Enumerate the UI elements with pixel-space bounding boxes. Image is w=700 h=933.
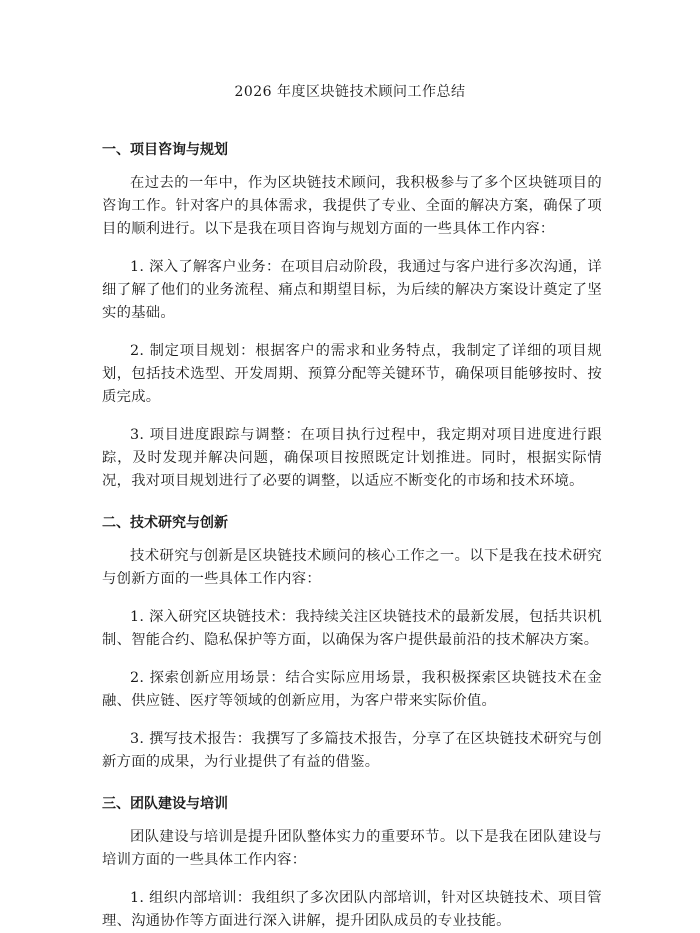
list-item-paragraph: 1. 深入研究区块链技术：我持续关注区块链技术的最新发展，包括共识机制、智能合约、隐私保护等方面，以确保为客户提供最前沿的技术解决方案。 — [102, 609, 602, 648]
list-item-paragraph: 1. 组织内部培训：我组织了多次团队内部培训，针对区块链技术、项目管理、沟通协作等方面进行深入讲解，提升团队成员的专业技能。 — [102, 890, 602, 929]
list-item-paragraph: 1. 深入了解客户业务：在项目启动阶段，我通过与客户进行多次沟通，详细了解了他们的业务流程、痛点和期望目标，为后续的解决方案设计奠定了坚实的基础。 — [102, 259, 602, 321]
section-heading-project-consulting: 一、项目咨询与规划 — [102, 142, 228, 158]
list-item-paragraph: 2. 制定项目规划：根据客户的需求和业务特点，我制定了详细的项目规划，包括技术选型、开发周期、预算分配等关键环节，确保项目能够按时、按质完成。 — [102, 343, 602, 405]
list-item-paragraph: 3. 撰写技术报告：我撰写了多篇技术报告，分享了在区块链技术研究与创新方面的成果，为行业提供了有益的借鉴。 — [102, 731, 602, 770]
section-heading-team-building: 三、团队建设与培训 — [102, 796, 228, 812]
section-intro-paragraph: 在过去的一年中，作为区块链技术顾问，我积极参与了多个区块链项目的咨询工作。针对客户的具体需求，我提供了专业、全面的解决方案，确保了项目的顺利进行。以下是我在项目咨询与规划方面的一些具体工作内容： — [102, 175, 602, 237]
section-heading-tech-research: 二、技术研究与创新 — [102, 515, 228, 531]
section-intro-paragraph: 技术研究与创新是区块链技术顾问的核心工作之一。以下是我在技术研究与创新方面的一些具体工作内容： — [102, 548, 602, 587]
list-item-paragraph: 3. 项目进度跟踪与调整：在项目执行过程中，我定期对项目进度进行跟踪，及时发现并解决问题，确保项目按照既定计划推进。同时，根据实际情况，我对项目规划进行了必要的调整，以适应不断变化的市场和技术环境。 — [102, 427, 602, 489]
document-body — [102, 139, 602, 933]
document-title: 2026 年度区块链技术顾问工作总结 — [234, 84, 466, 100]
section-intro-paragraph: 团队建设与培训是提升团队整体实力的重要环节。以下是我在团队建设与培训方面的一些具体工作内容： — [102, 829, 602, 868]
list-item-paragraph: 2. 探索创新应用场景：结合实际应用场景，我积极探索区块链技术在金融、供应链、医疗等领域的创新应用，为客户带来实际价值。 — [102, 670, 602, 709]
